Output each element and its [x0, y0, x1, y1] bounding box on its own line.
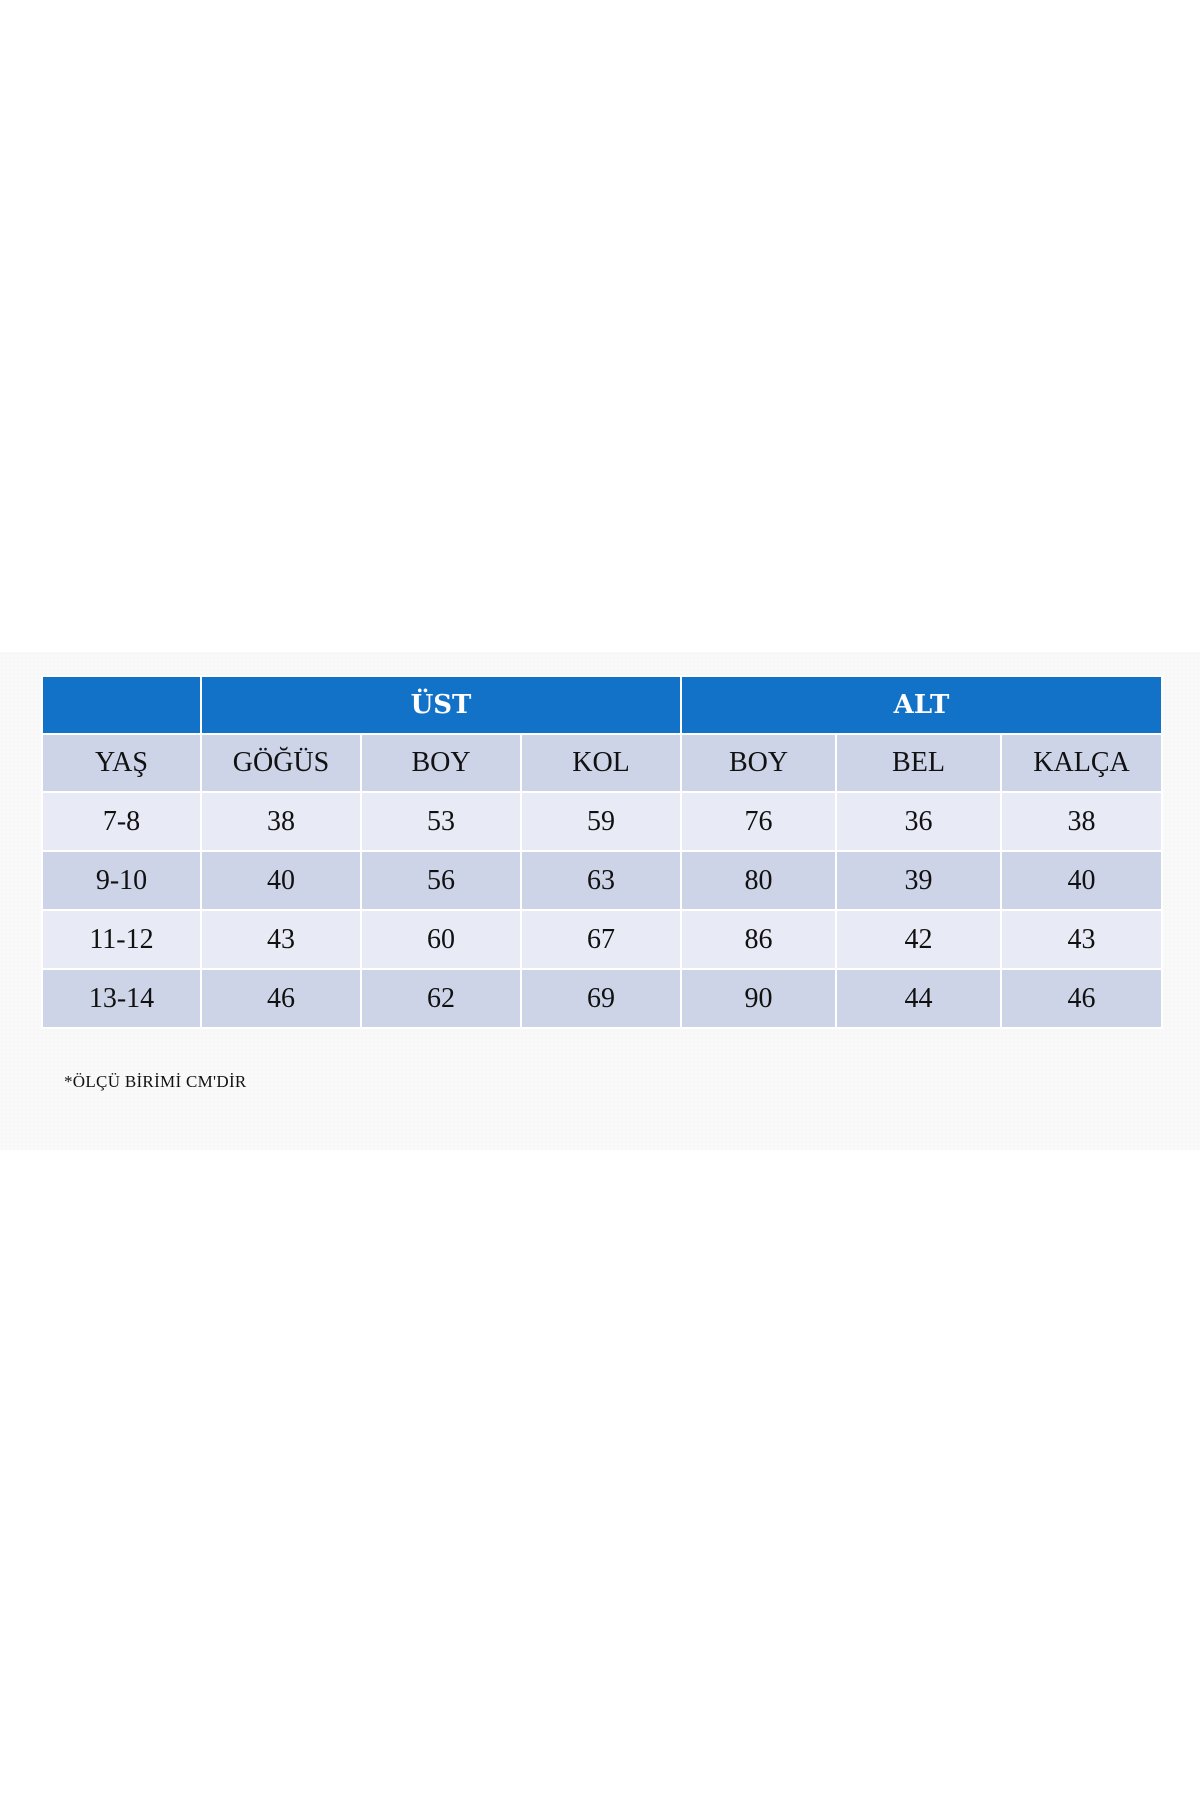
table-cell: 44: [836, 969, 1001, 1028]
table-cell: 43: [1001, 910, 1162, 969]
group-header-blank: [42, 676, 201, 734]
table-cell: 9-10: [42, 851, 201, 910]
table-row: [42, 851, 1162, 910]
size-table: [41, 675, 1163, 1029]
column-header-row: [42, 734, 1162, 792]
group-header-row: [42, 676, 1162, 734]
table-cell: 40: [1001, 851, 1162, 910]
column-header-gogus: GÖĞÜS: [201, 734, 361, 792]
table-cell: 36: [836, 792, 1001, 851]
table-cell: 80: [681, 851, 836, 910]
table-cell: 46: [1001, 969, 1162, 1028]
table-cell: 56: [361, 851, 521, 910]
column-header-bel: BEL: [836, 734, 1001, 792]
table-cell: 11-12: [42, 910, 201, 969]
table-cell: 39: [836, 851, 1001, 910]
table-cell: 53: [361, 792, 521, 851]
column-header-kalca: KALÇA: [1001, 734, 1162, 792]
table-cell: 46: [201, 969, 361, 1028]
table-cell: 13-14: [42, 969, 201, 1028]
table-row: [42, 969, 1162, 1028]
column-header-alt-boy: BOY: [681, 734, 836, 792]
table-row: [42, 792, 1162, 851]
table-cell: 76: [681, 792, 836, 851]
table-cell: 7-8: [42, 792, 201, 851]
group-header-ust: ÜST: [201, 676, 681, 734]
column-header-ust-boy: BOY: [361, 734, 521, 792]
table-cell: 67: [521, 910, 681, 969]
column-header-kol: KOL: [521, 734, 681, 792]
table-cell: 62: [361, 969, 521, 1028]
table-cell: 40: [201, 851, 361, 910]
table-cell: 60: [361, 910, 521, 969]
table-cell: 69: [521, 969, 681, 1028]
table-row: [42, 910, 1162, 969]
size-chart-panel: [0, 652, 1200, 1150]
table-cell: 63: [521, 851, 681, 910]
unit-footnote: *ÖLÇÜ BİRİMİ CM'DİR: [64, 1072, 247, 1091]
column-header-yas: YAŞ: [42, 734, 201, 792]
table-cell: 59: [521, 792, 681, 851]
table-cell: 86: [681, 910, 836, 969]
table-cell: 38: [1001, 792, 1162, 851]
table-cell: 38: [201, 792, 361, 851]
table-cell: 42: [836, 910, 1001, 969]
group-header-alt: ALT: [681, 676, 1162, 734]
table-cell: 43: [201, 910, 361, 969]
table-cell: 90: [681, 969, 836, 1028]
